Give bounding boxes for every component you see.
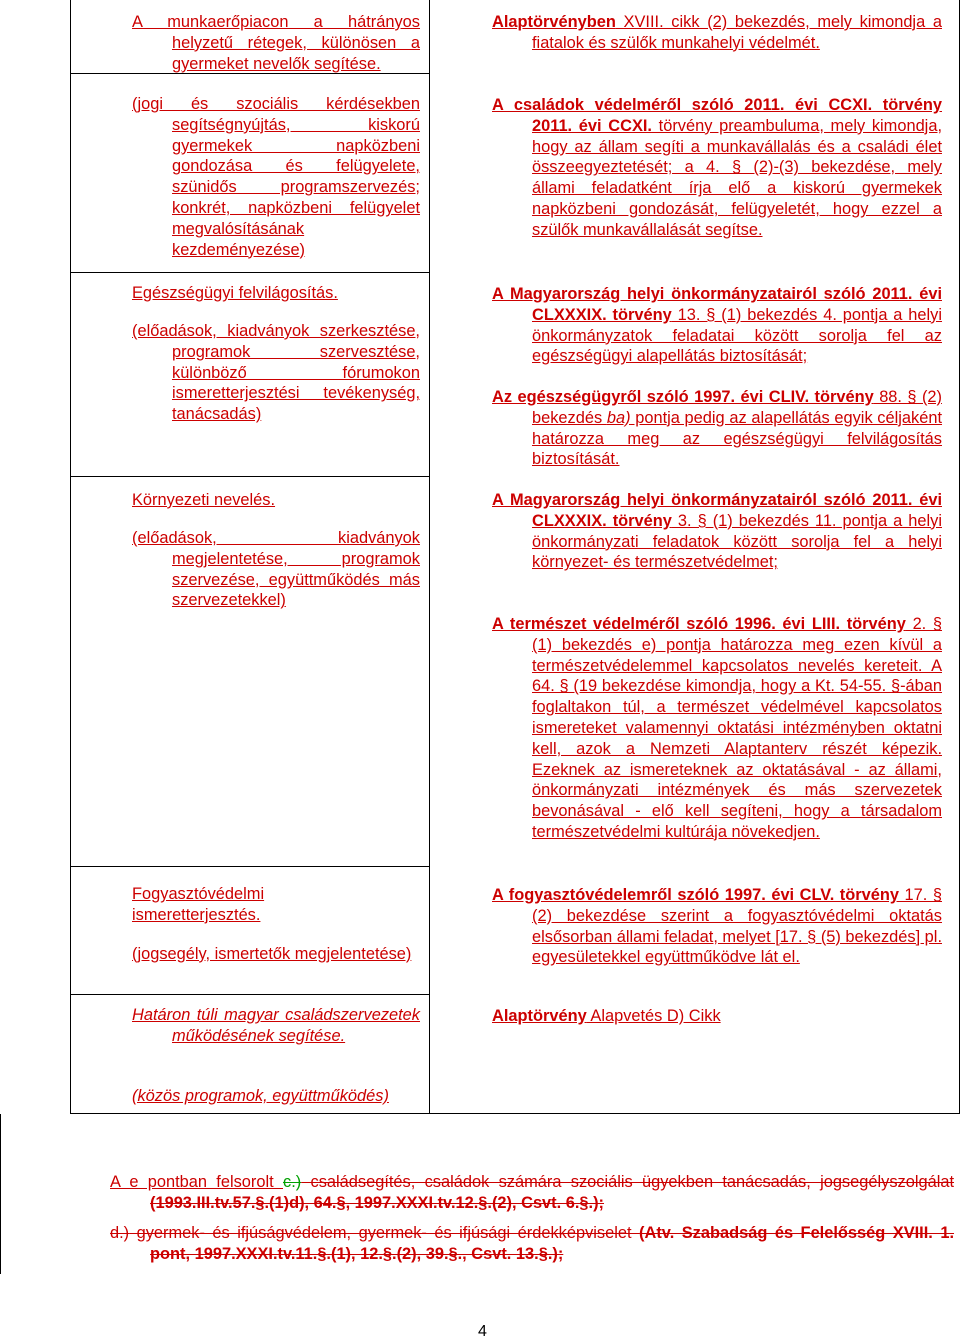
- left-s4-title: Fogyasztóvédelmi ismeretterjesztés.: [132, 885, 265, 924]
- right-r5: A Magyarország helyi önkormányzatairól szóló 2011. évi CLXXXIX. törvény 3. § (1) bekezdés 11. pontja a helyi önkormányzati feladatok között sorolja fel a helyi környezet- és természetvédelmet;: [492, 491, 942, 572]
- left-s2-title: Egészségügyi felvilágosítás.: [132, 284, 338, 302]
- left-s5-title: Határon túli magyar családszervezetek működésének segítése.: [132, 1006, 420, 1045]
- right-r8: Alaptörvény Alapvetés D) Cikk: [492, 1007, 721, 1025]
- right-r7: A fogyasztóvédelemről szóló 1997. évi CLV. törvény 17. § (2) bekezdése szerint a fogyasztóvédelmi oktatás elsősorban állami feladat, melyet [17. § (5) bekezdés] pl. egyesületekkel együttműködve lát el.: [492, 886, 942, 967]
- left-s4-detail: (jogsegély, ismertetők megjelentetése): [132, 945, 412, 963]
- footer-item-d: d.) gyermek- és ifjúságvédelem, gyermek- és ifjúsági érdekképviselet (Atv. Szabadság és Felelősség XVIII. 1. pont, 1997.XXXI.tv.11.§.(1), 12.§.(2), 39.§., Csvt. 13.§.);: [110, 1224, 954, 1263]
- right-r3: A Magyarország helyi önkormányzatairól szóló 2011. évi CLXXXIX. törvény 13. § (1) bekezdés 4. pontja a helyi önkormányzatok feladatai között sorolja fel az egészségügyi alapellátás biztosítását;: [492, 285, 943, 366]
- page-number: 4: [478, 1323, 487, 1340]
- right-r2: A családok védelméről szóló 2011. évi CCXI. törvény 2011. évi CCXI. törvény preambuluma, mely kimondja, hogy az állam segíti a munkavállalás és a családi élet összeegyeztetését; a 4. § (2)-(3) bekezdése, mely állami feladatként írja elő a kiskorú gyermekek napközbeni gondozását, felügyeletét, hogy ezzel a szülők munkavállalását segítse.: [492, 96, 942, 239]
- right-r6: A természet védelméről szóló 1996. évi LIII. törvény 2. § (1) bekezdés e) pontja határozza meg ezen kívül a természetvédelemmel kapcsolatos nevelés kereteit. A 64. § (19 bekezdése kimondja, hogy a Kt. 54-55. §-ában foglaltakon túl, a természet védelmével kapcsolatos ismereteket valamennyi oktatási intézményben oktatni kell, azok a Nemzeti Alaptanterv részét képezik. Ezeknek az ismereteknek az oktatásával - az állami, önkormányzati intézmények és más szervezetek bevonásával - elő kell segíteni, hogy a társadalom természetvédelmi kultúrája növekedjen.: [492, 615, 942, 841]
- right-r4: Az egészségügyről szóló 1997. évi CLIV. törvény 88. § (2) bekezdés ba) pontja pedig az alapellátás egyik céljaként határozza meg az egészségügyi felvilágosítás biztosítását.: [492, 388, 943, 469]
- row-separator: [70, 994, 430, 995]
- left-s1-detail: (jogi és szociális kérdésekben segítségnyújtás, kiskorú gyermekek napközbeni gondozása és felügyelete, szünidős programszervezés; konkrét, napközbeni felügyelet megvalósításának kezdeményezése): [132, 95, 420, 259]
- left-s2-detail: (előadások, kiadványok szerkesztése, programok szervesztése, különböző fórumokon ismeretterjesztési tevékenység, tanácsadás): [132, 322, 420, 424]
- left-s5-detail: (közös programok, együttműködés): [132, 1087, 389, 1105]
- left-s3-detail: (előadások, kiadványok megjelentetése, programok szervezése, együttműködés más szervezetekkel): [132, 529, 420, 610]
- margin-line: [0, 1114, 1, 1274]
- left-s1-title: A munkaerőpiacon a hátrányos helyzetű rétegek, különösen a gyermeket nevelők segítése.: [132, 13, 420, 73]
- footer-item-c: A e pontban felsorolt c.) családsegítés, családok számára szociális ügyekben tanácsadás, jogsegélyszolgálat (1993.III.tv.57.§.(1)d), 64.§, 1997.XXXI.tv.12.§.(2), Csvt. 6.§.);: [110, 1173, 955, 1212]
- left-s3-title: Környezeti nevelés.: [132, 491, 276, 509]
- row-separator: [70, 866, 430, 867]
- column-separator: [429, 0, 430, 1114]
- right-r1: Alaptörvényben XVIII. cikk (2) bekezdés, mely kimondja a fiatalok és szülők munkahelyi védelmét.: [492, 13, 942, 52]
- row-separator: [70, 476, 430, 477]
- row-separator: [70, 272, 430, 273]
